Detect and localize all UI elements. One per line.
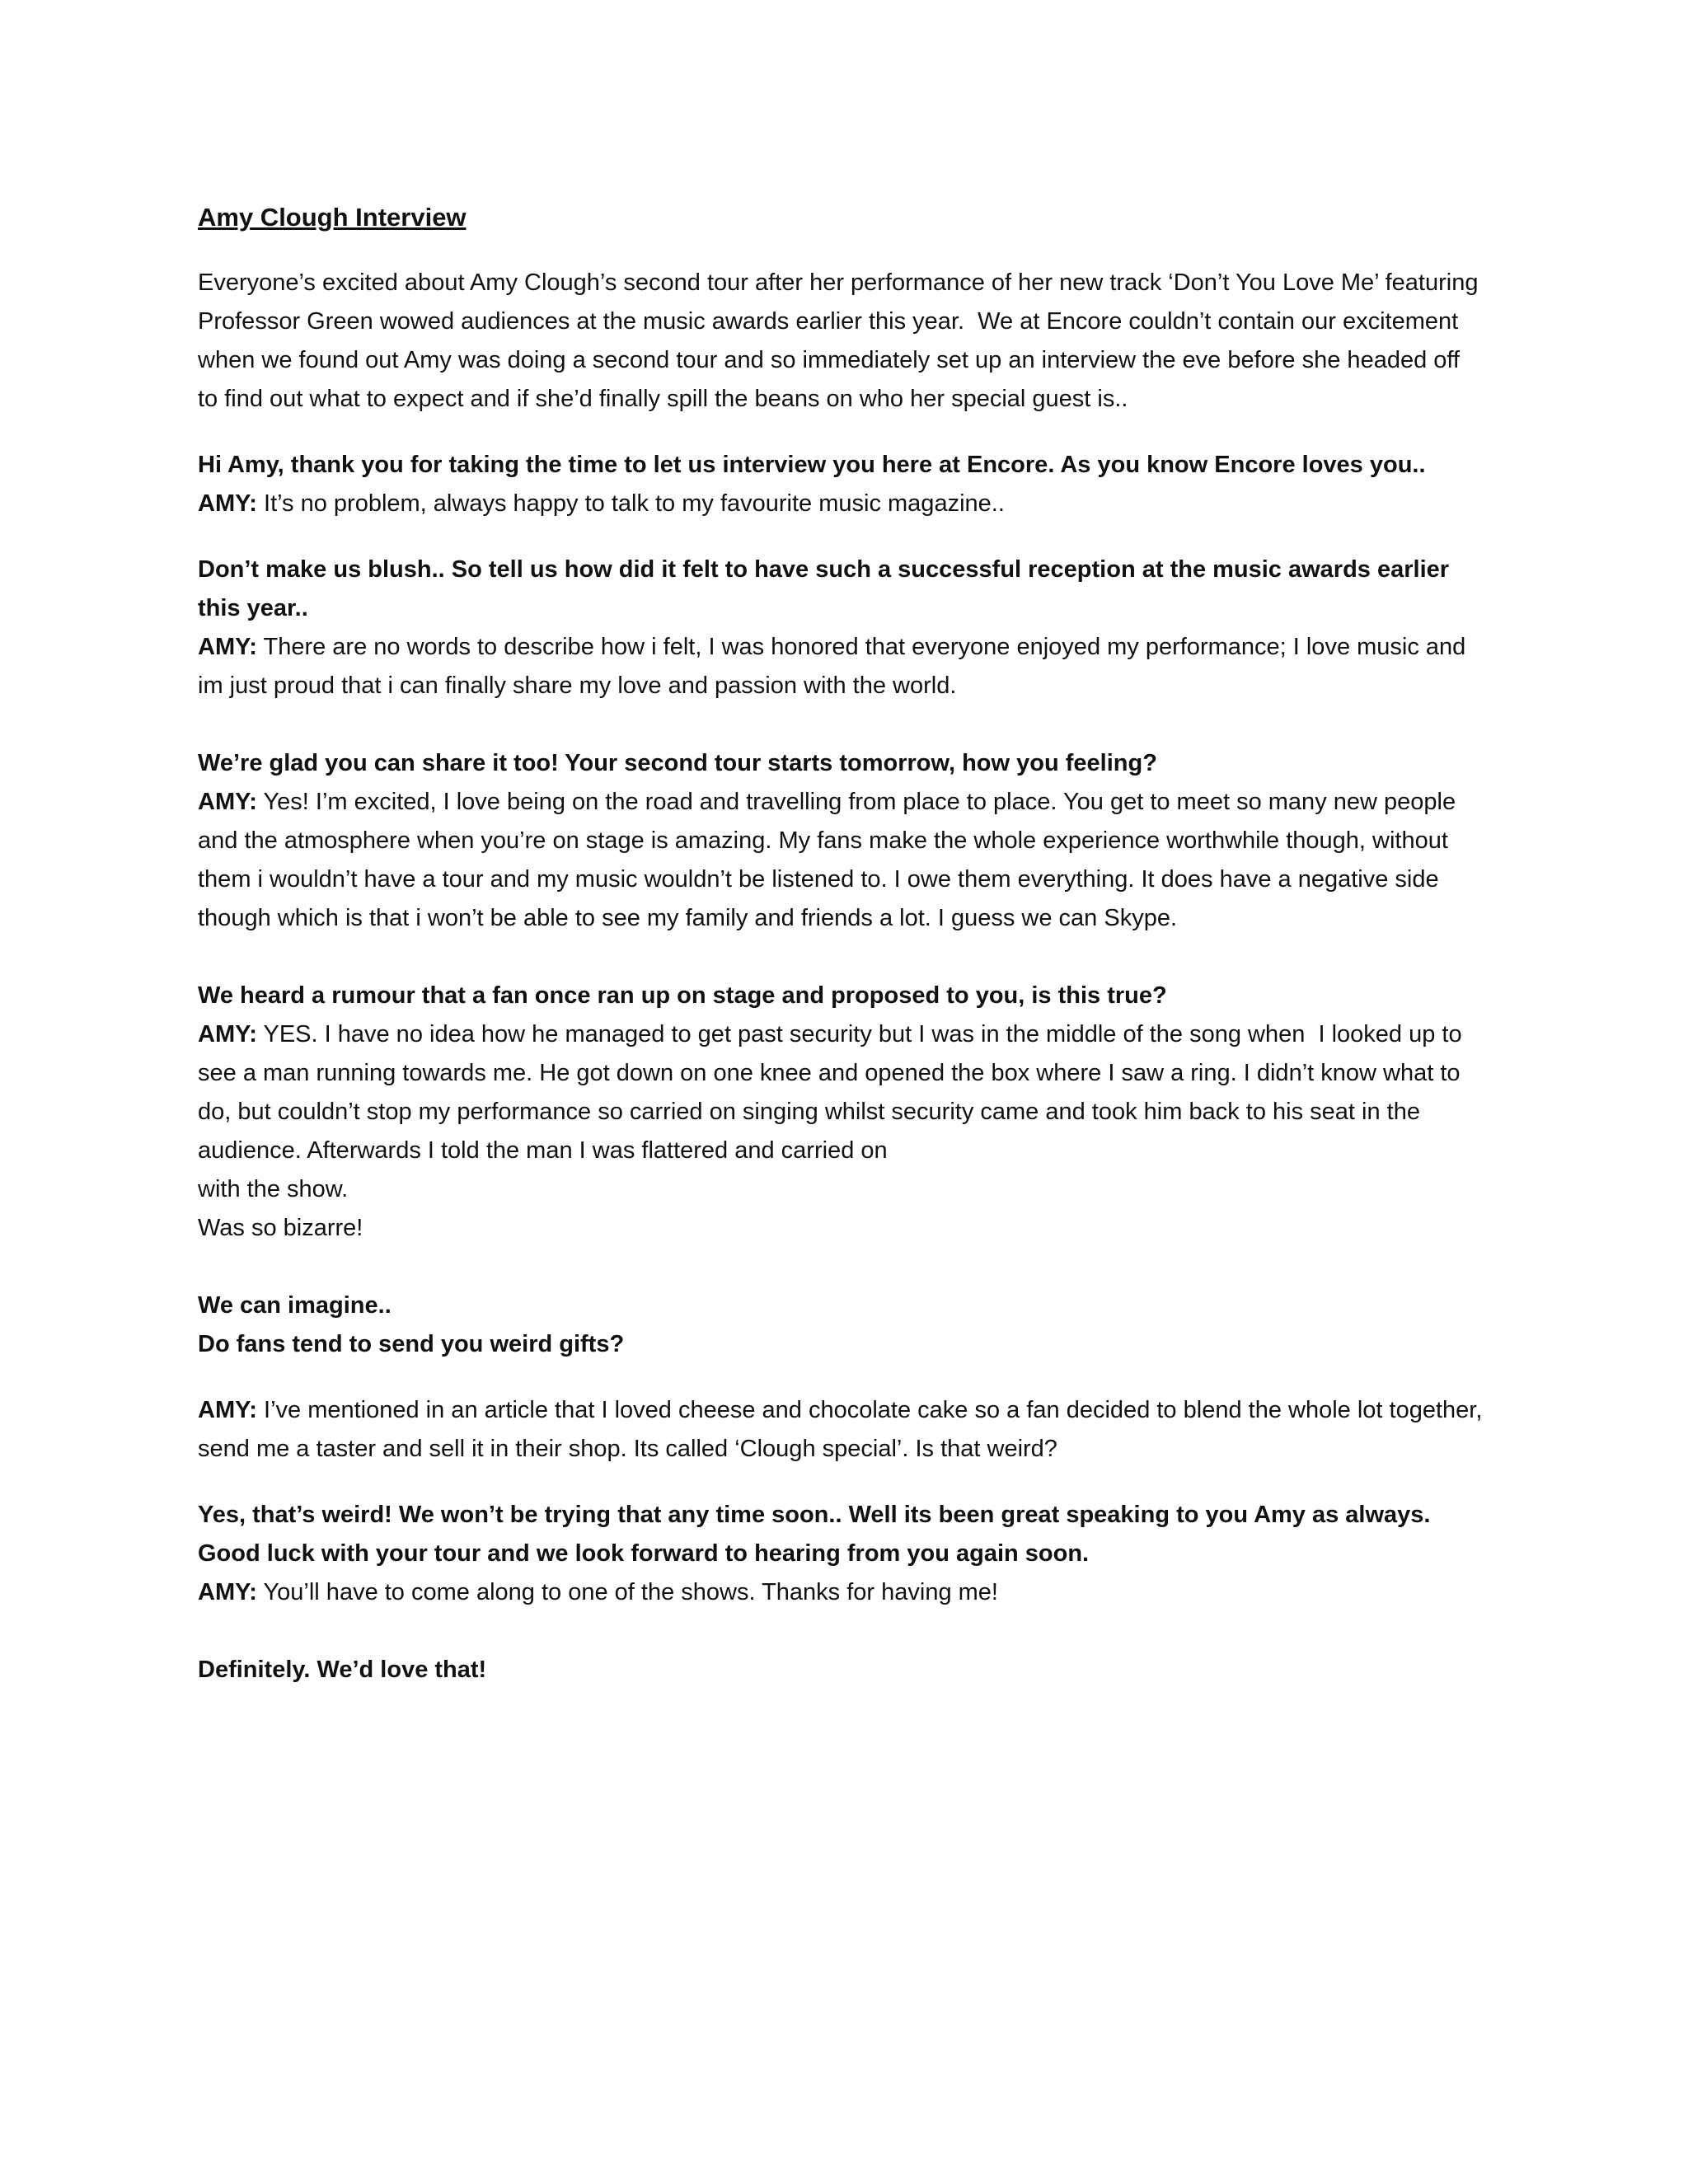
answer-text [198,1573,1484,1612]
document-title: Amy Clough Interview [198,203,467,232]
final-line-block [198,1651,1484,1690]
answer-body: Yes! I’m excited, I love being on the road and travelling from place to place. You get to meet so many new people and the atmosphere when you’re on stage is amazing. My fans make the whole experience worthwhile though, without them i wouldn’t have a tour and my music wouldn’t be listened to. I owe them everything. It does have a negative side though which is that i won’t be able to see my family and friends a lot. I guess we can Skype. [198,789,1463,931]
speaker-label: AMY: [198,1397,257,1423]
closing-block [198,1496,1484,1612]
answer-body: YES. I have no idea how he managed to get past security but I was in the middle of the song when I looked up to see a man running towards me. He got down on one knee and opened the box where I saw a ring. I didn’t know what to do, but couldn’t stop my performance so carried on singing whilst security came and took him back to his seat in the audience. Afterwards I told the man I was flattered and carried on [198,1021,1469,1164]
question-text: Don’t make us blush.. So tell us how did it felt to have such a successful reception at the music awards earlier this year.. [198,556,1456,621]
question-text: We can imagine.. [198,1292,392,1319]
answer-line: Was so bizarre! [198,1215,363,1241]
qa-block-1 [198,446,1484,523]
answer-body: You’ll have to come along to one of the shows. Thanks for having me! [256,1579,998,1605]
answer-body: I’ve mentioned in an article that I loved cheese and chocolate cake so a fan decided to blend the whole lot together, send me a taster and sell it in their shop. Its called ‘Clough special’. Is that weird? [198,1397,1489,1462]
answer-text [198,1391,1489,1469]
speaker-label: AMY: [198,789,257,815]
question-text: Do fans tend to send you weird gifts? [198,1331,625,1357]
answer-body: There are no words to describe how i felt, I was honored that everyone enjoyed my performance; I love music and im just proud that i can finally share my love and passion with the world. [198,634,1473,699]
answer-text [198,628,1484,705]
answer-text [198,783,1484,938]
speaker-label: AMY: [198,1021,257,1047]
question-text: Yes, that’s weird! We won’t be trying that any time soon.. Well its been great speaking to you Amy as always. Good luck with your tour and we look forward to hearing from you again soon. [198,1502,1437,1567]
answer-line: with the show. [198,1176,349,1202]
speaker-label: AMY: [198,634,257,660]
question-text: We’re glad you can share it too! Your second tour starts tomorrow, how you feeling? [198,750,1157,776]
gifts-answer-block [198,1391,1489,1469]
qa-block-2 [198,551,1484,705]
question-text: We heard a rumour that a fan once ran up on stage and proposed to you, is this true? [198,982,1167,1009]
document-page [198,198,1489,1728]
gifts-question-block [198,1286,1484,1364]
speaker-label: AMY: [198,1579,257,1605]
qa-block-3 [198,744,1484,938]
question-text: Hi Amy, thank you for taking the time to let us interview you here at Encore. As you know Encore loves you.. [198,452,1426,478]
answer-body: It’s no problem, always happy to talk to my favourite music magazine.. [256,490,1005,517]
intro-paragraph: Everyone’s excited about Amy Clough’s second tour after her performance of her new track ‘Don’t You Love Me’ featuring Professor Green wowed audiences at the music awards earlier this year. We at Encore couldn’t contain our excitement when we found out Amy was doing a second tour and so immediately set up an interview the eve before she headed off to find out what to expect and if she’d finally spill the beans on who her special guest is.. [198,269,1485,412]
answer-text [198,485,1484,523]
final-remark: Definitely. We’d love that! [198,1657,487,1683]
answer-text [198,1015,1484,1170]
qa-block-4 [198,977,1484,1248]
speaker-label: AMY: [198,490,257,517]
